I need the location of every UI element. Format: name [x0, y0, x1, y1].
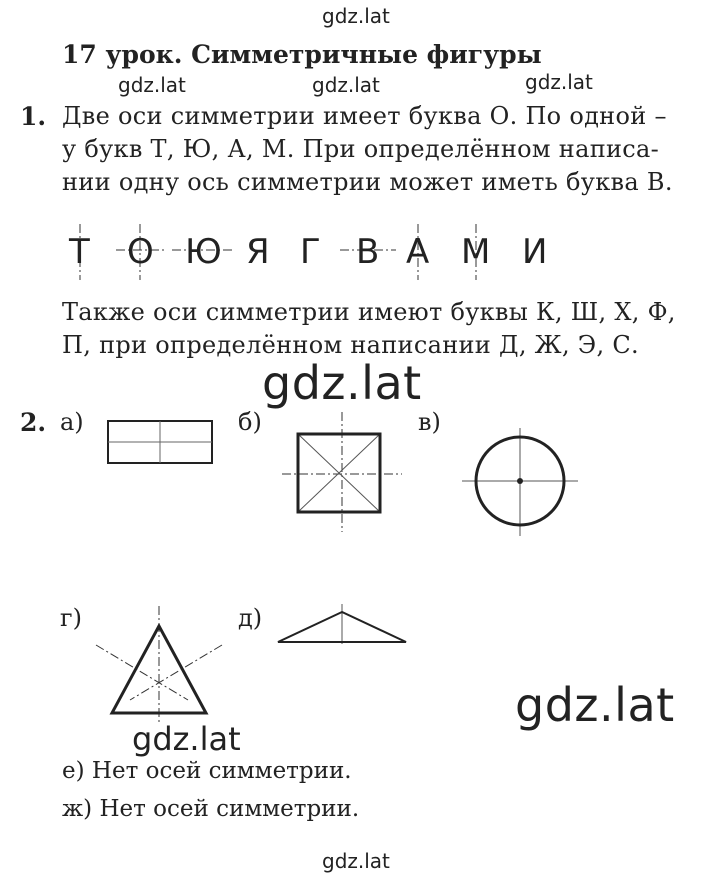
- watermark-bottom: gdz.lat: [322, 849, 390, 873]
- letter-v: В: [356, 232, 380, 272]
- task-2-number: 2.: [20, 408, 47, 437]
- letter-yu: Ю: [185, 232, 222, 272]
- letter-o: О: [127, 232, 154, 272]
- label-d: д): [238, 604, 263, 632]
- task-1-line: у букв Т, Ю, А, М. При определённом написа-: [62, 135, 660, 163]
- figure-circle: [462, 428, 578, 536]
- watermark-small-1: gdz.lat: [118, 73, 186, 97]
- task-1-extra-line: Также оси симметрии имеют буквы К, Ш, Х, Ф,: [62, 298, 676, 326]
- letter-a: А: [406, 232, 430, 272]
- figure-triangle: [96, 606, 222, 722]
- task-1-line: Две оси симметрии имеет буква О. По одной –: [62, 102, 667, 130]
- page-title: 17 урок. Симметричные фигуры: [62, 40, 542, 69]
- letter-m: М: [461, 232, 491, 272]
- letter-t: Т: [69, 232, 90, 272]
- watermark-small-2: gdz.lat: [312, 73, 380, 97]
- figure-square: [282, 412, 402, 532]
- figure-isosceles-triangle: [278, 604, 406, 644]
- label-v: в): [418, 408, 441, 436]
- letter-g: Г: [300, 232, 321, 272]
- letter-ya: Я: [246, 232, 270, 272]
- task-1-number: 1.: [20, 102, 47, 131]
- label-b: б): [238, 408, 262, 436]
- figure-rectangle: [108, 421, 212, 463]
- watermark-large-1: gdz.lat: [262, 356, 422, 410]
- letter-i: И: [522, 232, 548, 272]
- watermark-large-2: gdz.lat: [515, 678, 675, 732]
- task-1-extra-line: П, при определённом написании Д, Ж, Э, С.: [62, 331, 639, 359]
- label-a: а): [60, 408, 84, 436]
- label-g: г): [60, 604, 82, 632]
- watermark-small-3: gdz.lat: [525, 70, 593, 94]
- watermark-top: gdz.lat: [322, 4, 390, 28]
- answer-e: е) Нет осей симметрии.: [62, 758, 352, 784]
- watermark-medium: gdz.lat: [132, 720, 241, 758]
- answer-zh: ж) Нет осей симметрии.: [62, 796, 360, 822]
- task-1-line: нии одну ось симметрии может иметь буква В.: [62, 168, 673, 196]
